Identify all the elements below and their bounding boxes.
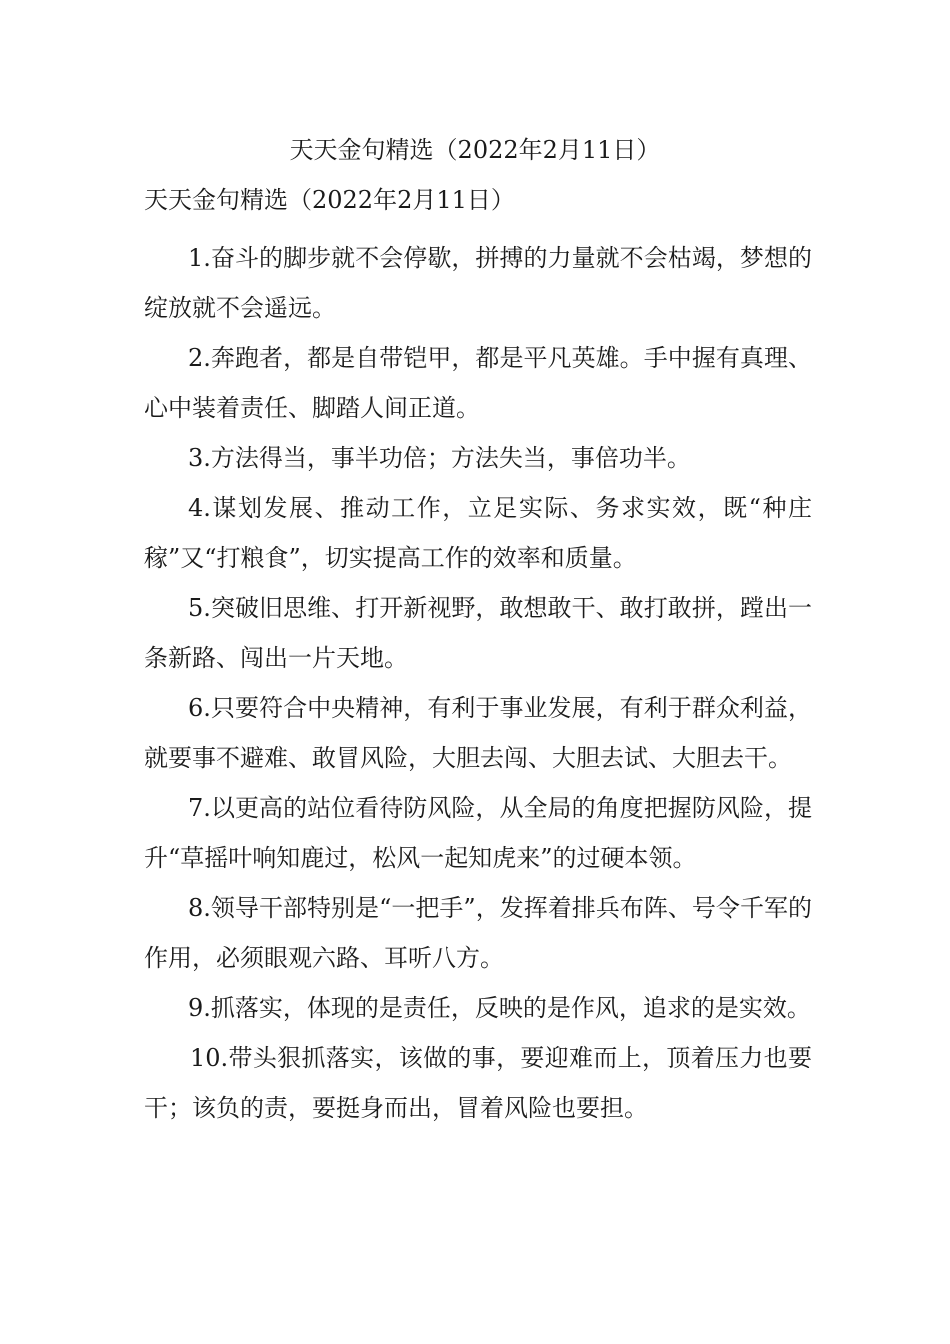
quote-paragraph-6: 6.只要符合中央精神，有利于事业发展，有利于群众利益，就要事不避难、敢冒风险，大胆去闯、大胆去试、大胆去干。 xyxy=(144,694,812,772)
document-body xyxy=(144,233,812,1133)
quote-paragraph-8: 8.领导干部特别是“一把手”，发挥着排兵布阵、号令千军的作用，必须眼观六路、耳听八方。 xyxy=(144,894,812,972)
quote-paragraph-4: 4.谋划发展、推动工作，立足实际、务求实效，既“种庄稼”又“打粮食”，切实提高工作的效率和质量。 xyxy=(144,494,812,572)
quote-paragraph-9: 9.抓落实，体现的是责任，反映的是作风，追求的是实效。 xyxy=(188,994,811,1022)
quote-paragraph-5: 5.突破旧思维、打开新视野，敢想敢干、敢打敢拼，蹚出一条新路、闯出一片天地。 xyxy=(144,594,812,672)
quote-paragraph-3: 3.方法得当，事半功倍；方法失当，事倍功半。 xyxy=(188,444,691,472)
quote-paragraph-10: 10.带头狠抓落实，该做的事，要迎难而上，顶着压力也要干；该负的责，要挺身而出，冒着风险也要担。 xyxy=(144,1044,812,1122)
quote-paragraph-7: 7.以更高的站位看待防风险，从全局的角度把握防风险，提升“草摇叶响知鹿过，松风一起知虎来”的过硬本领。 xyxy=(144,794,812,872)
document-title: 天天金句精选（2022年2月11日） xyxy=(289,136,661,164)
quote-paragraph-2: 2.奔跑者，都是自带铠甲，都是平凡英雄。手中握有真理、心中装着责任、脚踏人间正道。 xyxy=(144,344,812,422)
quote-paragraph-1: 1.奋斗的脚步就不会停歇，拼搏的力量就不会枯竭，梦想的绽放就不会遥远。 xyxy=(144,244,812,322)
document-subtitle: 天天金句精选（2022年2月11日） xyxy=(144,186,515,214)
